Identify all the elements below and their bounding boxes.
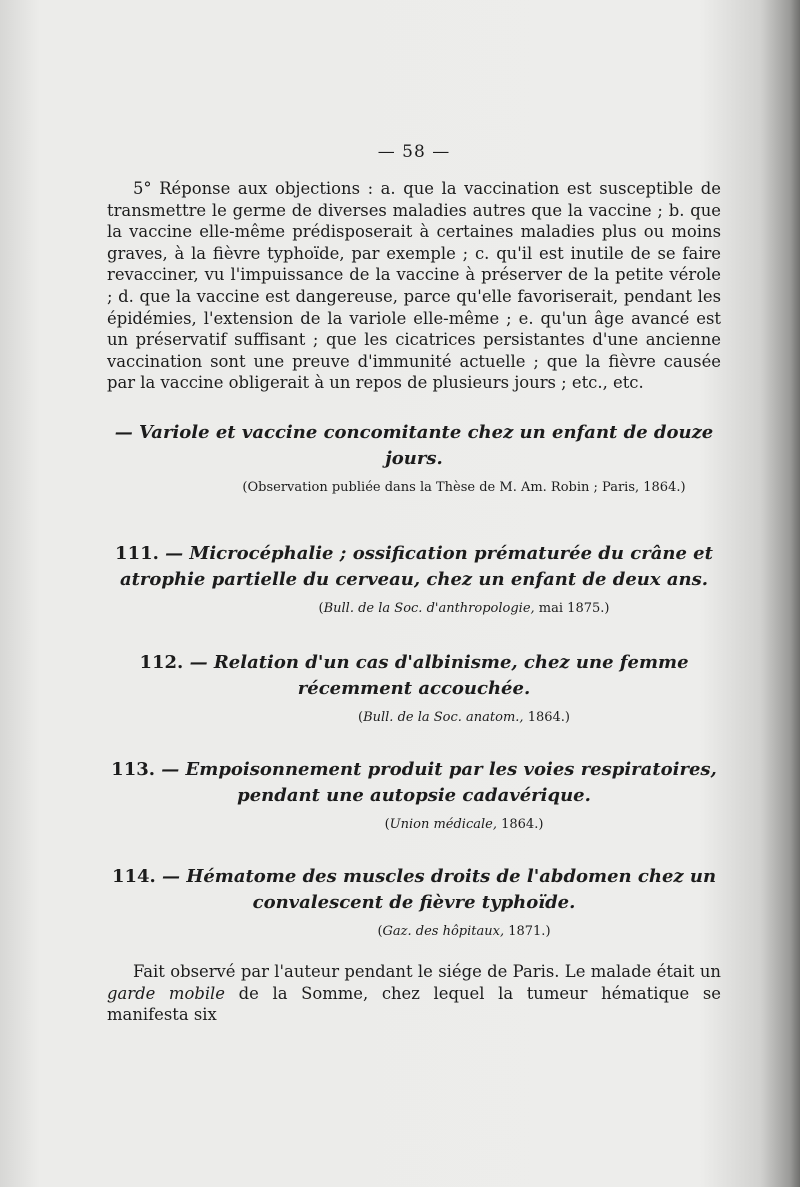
source-journal: Bull. de la Soc. anatom., [363, 709, 524, 725]
entry-title-text: — Relation d'un cas d'albinisme, chez une femme récemment accouchée. [183, 651, 689, 699]
entry-number: 112. [139, 651, 184, 673]
entry-title-111 [107, 541, 721, 593]
entry-source: (Gaz. des hôpitaux, 1871.) [377, 923, 551, 939]
source-date: mai 1875. [534, 600, 605, 616]
source-journal: Union médicale, [389, 816, 497, 832]
entry-number: 114. [111, 865, 156, 887]
source-date: 1864. [523, 709, 565, 725]
entry-number: 111. [115, 542, 159, 564]
entry-title-text: — Variole et vaccine concomitante chez un enfant de douze jours. [114, 421, 714, 469]
final-text-a: Fait observé par l'auteur pendant le siége de Paris. Le malade était un [133, 961, 721, 981]
source-date: 1864. [496, 816, 539, 832]
entry-title-text: — Hématome des muscles droits de l'abdomen chez un convalescent de fièvre typhoïde. [155, 865, 717, 913]
entry-source: (Observation publiée dans la Thèse de M. Am. Robin ; Paris, 1864.) [242, 479, 686, 495]
entry-title-text: — Empoisonnement produit par les voies respiratoires, pendant une autopsie cadavérique. [155, 758, 717, 806]
final-text-italic: garde mobile [107, 983, 226, 1003]
page-content [107, 142, 721, 1026]
entry-number: 113. [111, 758, 156, 780]
entry-title-112 [107, 650, 721, 702]
final-text-b: de la Somme, chez lequel la tumeur hématique se manifesta six [107, 983, 721, 1025]
source-date: 1871. [504, 923, 546, 939]
entry-source: (Union médicale, 1864.) [384, 816, 544, 832]
entry-title-113 [107, 757, 721, 809]
source-journal: Gaz. des hôpitaux, [382, 923, 505, 939]
entry-title-114 [107, 864, 721, 916]
entry-source: (Bull. de la Soc. anatom., 1864.) [357, 709, 570, 725]
entry-source: (Bull. de la Soc. d'anthropologie, mai 1875.) [318, 600, 610, 616]
intro-paragraph: 5° Réponse aux objections : a. que la vaccination est susceptible de transmettre le germe de diverses maladies autres que la vaccine ; b. que la vaccine elle-même prédisposerait à certaines maladies plus ou moins graves, à la fièvre typhoïde, par exemple ; c. qu'il est inutile de se faire revacciner, vu l'impuissance de la vaccine à préserver de la petite vérole ; d. que la vaccine est dangereuse, parce qu'elle favoriserait, pendant les épidémies, l'extension de la variole elle-même ; e. qu'un âge avancé est un préservatif suffisant ; que les cicatrices persistantes d'une ancienne vaccination sont une preuve d'immunité actuelle ; que la fièvre causée par la vaccine obligerait à un repos de plusieurs jours ; etc., etc. [107, 179, 721, 393]
source-journal: Bull. de la Soc. d'anthropologie, [323, 600, 535, 616]
page-number: — 58 — [377, 142, 451, 162]
entry-title-variole [107, 420, 721, 472]
entry-title-text: — Microcéphalie ; ossification prématurée du crâne et atrophie partielle du cerveau, chez un enfant de deux ans. [119, 542, 713, 590]
final-paragraph [107, 961, 721, 1026]
